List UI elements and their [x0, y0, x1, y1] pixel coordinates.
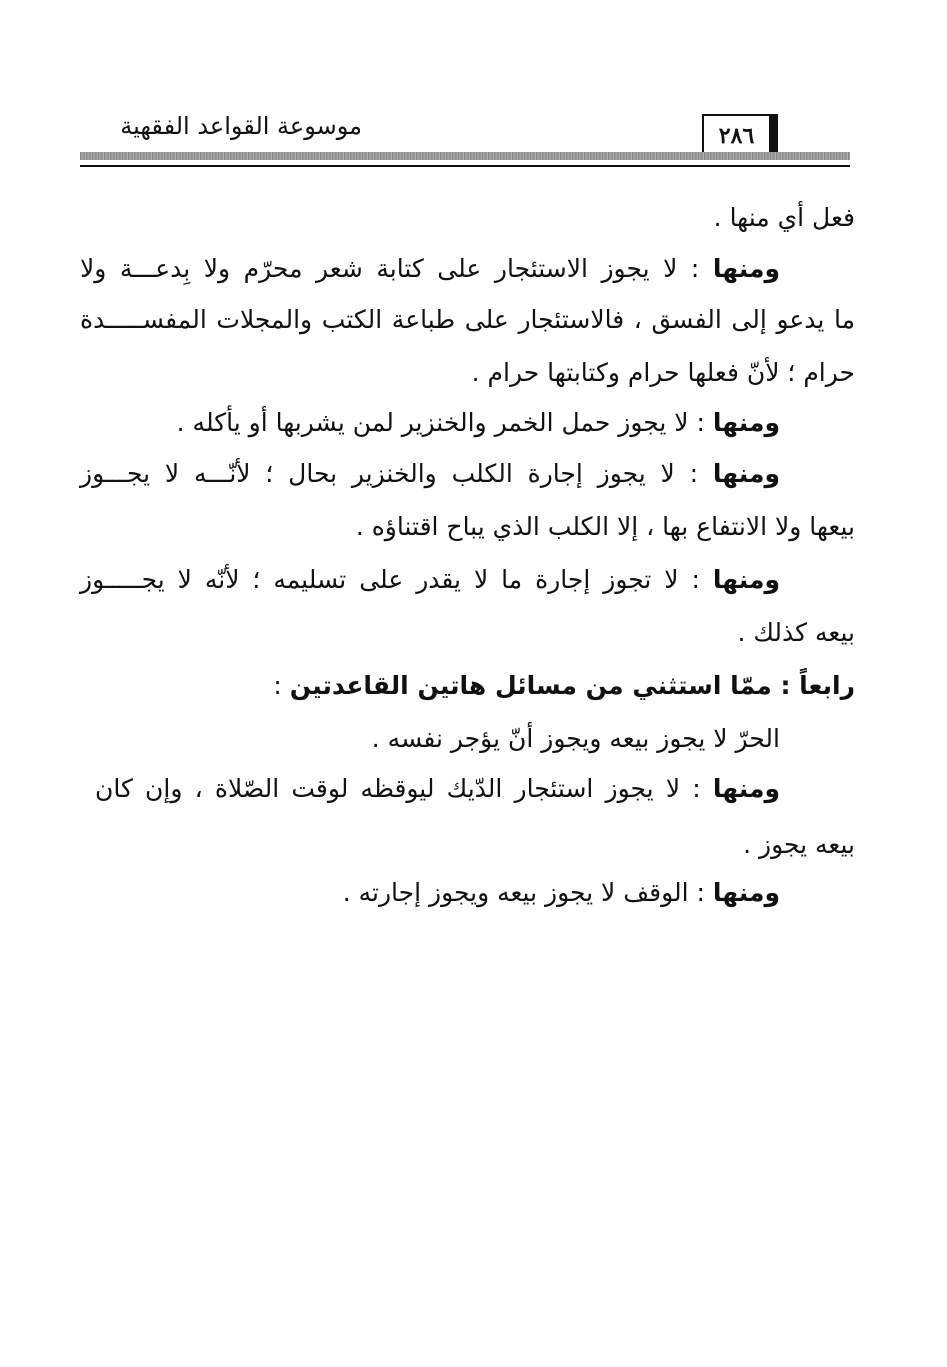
- text-line-2: ومنها : لا يجوز الاستئجار على كتابة شعر محرّم ولا بِدعـــة ولا: [80, 254, 780, 283]
- header-rule-line: [80, 165, 850, 167]
- page-header: [80, 108, 850, 168]
- text-line-12: ومنها : لا يجوز استئجار الدّيك ليوقظه لوقت الصّلاة ، وإن كان: [95, 774, 780, 803]
- text-line-8: ومنها : لا تجوز إجارة ما لا يقدر على تسليمه ؛ لأنّه لا يجـــــوز: [80, 565, 780, 594]
- page-number: ٢٨٦: [718, 123, 755, 149]
- text-line-3: ما يدعو إلى الفسق ، فالاستئجار على طباعة الكتب والمجلات المفســـــدة: [80, 305, 855, 334]
- text-line-9: بيعه كذلك .: [737, 618, 855, 647]
- text-line-4: حرام ؛ لأنّ فعلها حرام وكتابتها حرام .: [471, 358, 855, 387]
- text-line-1: فعل أي منها .: [713, 203, 855, 232]
- header-rule-band: [80, 152, 850, 160]
- text-line-6: ومنها : لا يجوز إجارة الكلب والخنزير بحال ؛ لأنّـــه لا يجـــوز: [80, 459, 780, 488]
- section-heading: رابعاً : ممّا استثني من مسائل هاتين القاعدتين :: [273, 671, 855, 700]
- text-line-7: بيعها ولا الانتفاع بها ، إلا الكلب الذي يباح اقتناؤه .: [355, 512, 855, 541]
- book-title: موسوعة القواعد الفقهية: [120, 112, 362, 140]
- text-line-13: بيعه يجوز .: [743, 830, 855, 859]
- text-line-11: الحرّ لا يجوز بيعه ويجوز أنّ يؤجر نفسه .: [371, 724, 780, 753]
- text-line-14: ومنها : الوقف لا يجوز بيعه ويجوز إجارته .: [342, 878, 780, 907]
- text-line-5: ومنها : لا يجوز حمل الخمر والخنزير لمن يشربها أو يأكله .: [176, 408, 780, 437]
